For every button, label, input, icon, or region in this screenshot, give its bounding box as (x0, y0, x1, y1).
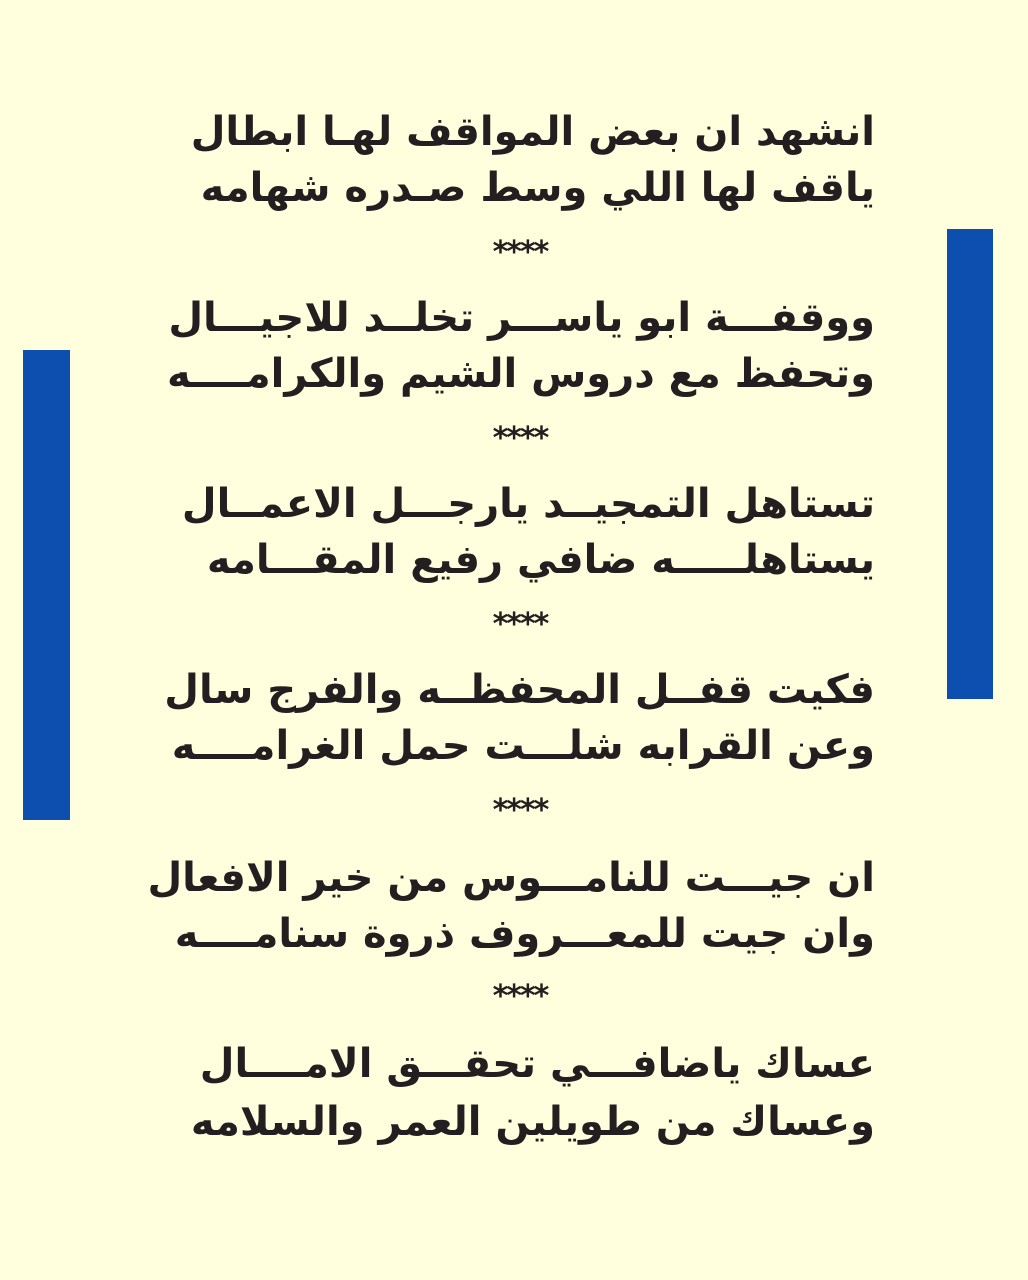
stanza-separator-5: **** (492, 979, 548, 1014)
decorative-bar-right (947, 229, 993, 699)
stanza-6-line-1: عساك ياضافـــي تحقـــق الامــــال (199, 1041, 875, 1087)
stanza-2-line-2: وتحفظ مع دروس الشيم والكرامــــه (166, 351, 875, 397)
stanza-6-line-2: وعساك من طويلين العمر والسلامه (190, 1099, 875, 1145)
decorative-bar-left (23, 350, 70, 820)
stanza-separator-1: **** (492, 235, 548, 270)
stanza-separator-4: **** (492, 793, 548, 828)
stanza-1-line-1: انشهد ان بعض المواقف لهـا ابطال (190, 109, 875, 155)
stanza-2-line-1: ووقفـــة ابو ياســـر تخلــد للاجيـــال (168, 295, 875, 341)
stanza-separator-3: **** (492, 607, 548, 642)
stanza-4-line-2: وعن القرابه شلـــت حمل الغرامــــه (171, 723, 875, 769)
poem (140, 0, 875, 1280)
stanza-5-line-2: وان جيت للمعـــروف ذروة سنامــــه (174, 911, 875, 957)
stanza-5-line-1: ان جيـــت للنامـــوس من خير الافعال (147, 855, 875, 901)
stanza-4-line-1: فكيت قفــل المحفظــه والفرج سال (164, 667, 875, 713)
stanza-3-line-2: يستاهلـــــه ضافي رفيع المقـــامه (206, 537, 875, 583)
stanza-1-line-2: ياقف لها اللي وسط صـدره شهامه (200, 165, 875, 211)
stanza-separator-2: **** (492, 421, 548, 456)
stanza-3-line-1: تستاهل التمجيــد يارجـــل الاعمــال (181, 481, 875, 527)
